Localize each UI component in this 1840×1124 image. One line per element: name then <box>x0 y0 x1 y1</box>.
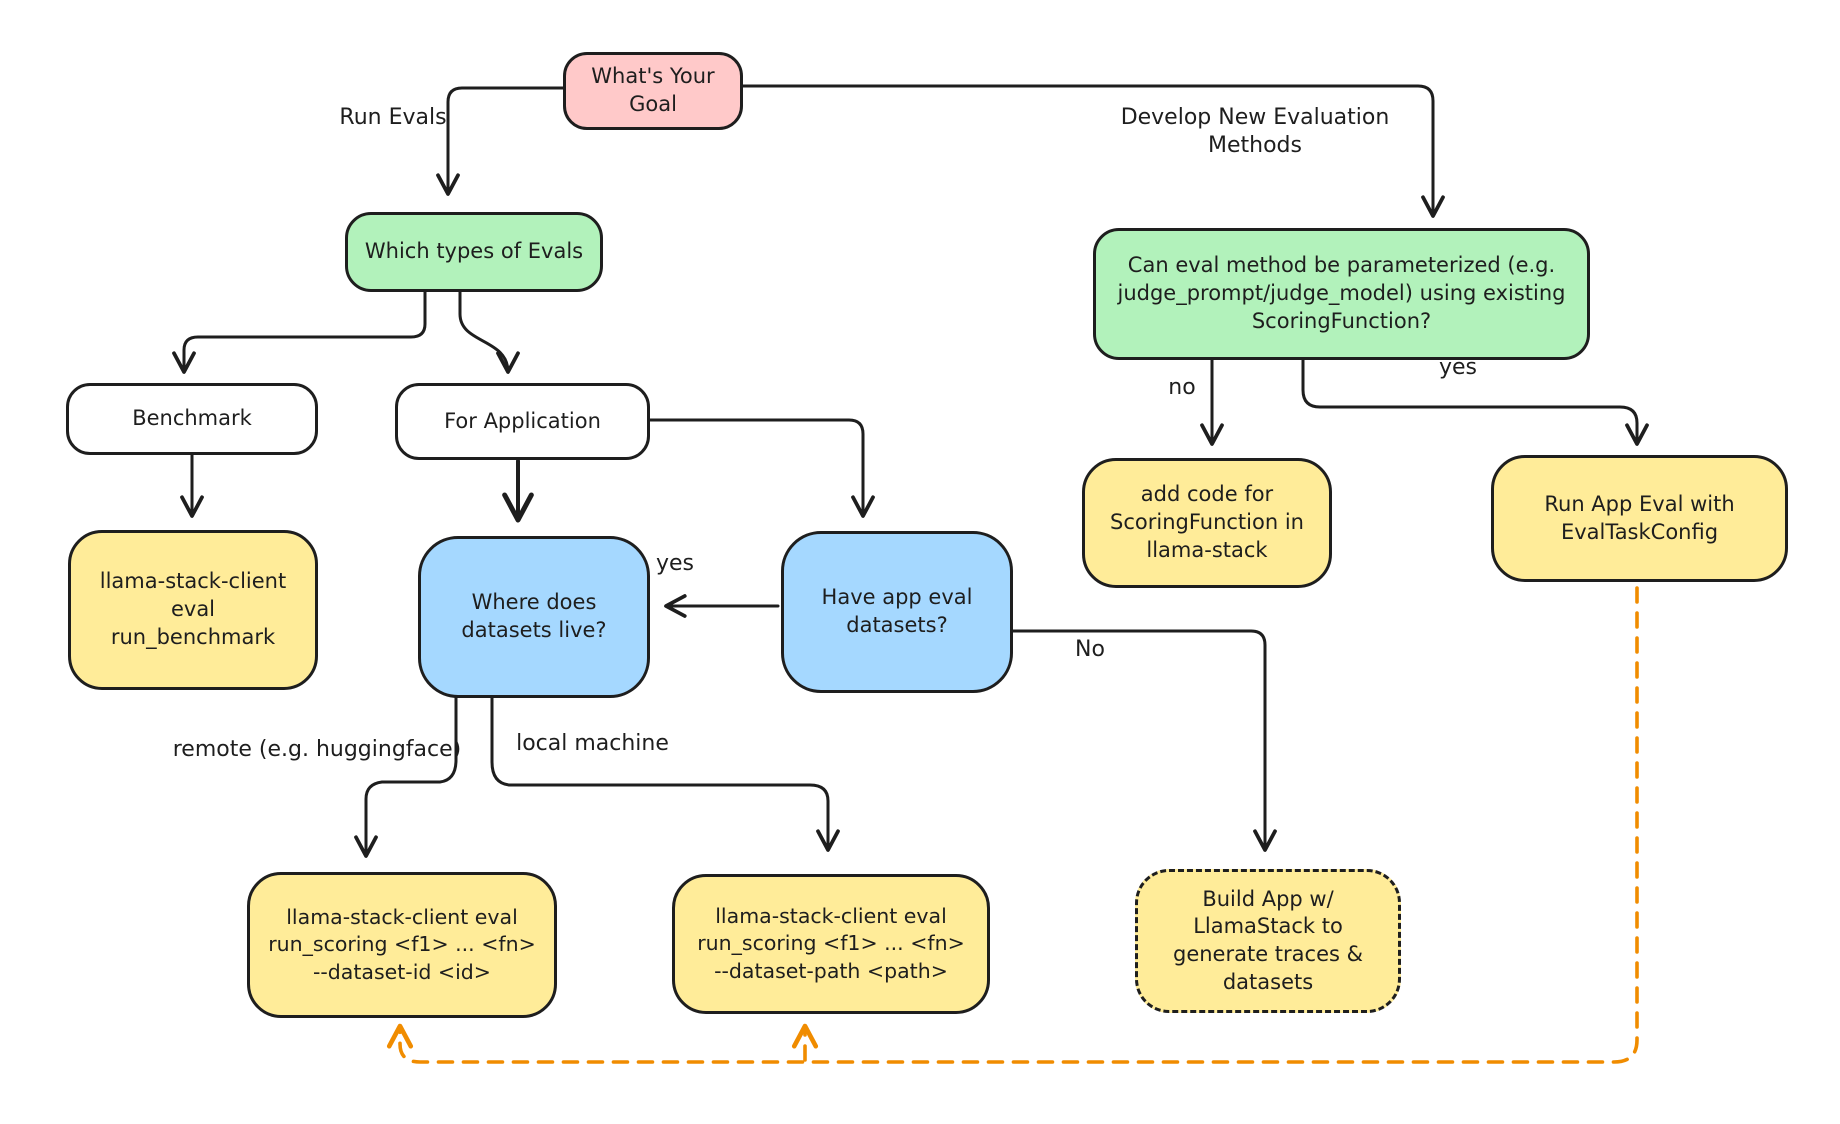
edge-label-run-evals: Run Evals <box>339 105 447 130</box>
node-run-scoring-dataset-path: llama-stack-client eval run_scoring <f1> ... <fn> --dataset-path <path> <box>672 874 990 1014</box>
node-build-app-llamastack: Build App w/ LlamaStack to generate traces & datasets <box>1135 869 1401 1013</box>
edge-which-types-to-for-application <box>460 292 508 372</box>
edge-label-param-no: no <box>1168 375 1196 400</box>
node-run-benchmark-command: llama-stack-client eval run_benchmark <box>68 530 318 690</box>
node-run-scoring-dataset-id: llama-stack-client eval run_scoring <f1> ... <fn> --dataset-id <id> <box>247 872 557 1018</box>
edge-for-application-to-have-datasets <box>650 420 863 516</box>
edge-label-param-yes: yes <box>1438 355 1478 380</box>
node-run-app-eval: Run App Eval with EvalTaskConfig <box>1491 455 1788 582</box>
node-add-code-scoring-function: add code for ScoringFunction in llama-stack <box>1082 458 1332 588</box>
edge-label-remote-huggingface: remote (e.g. huggingface) <box>172 737 462 762</box>
edge-label-have-datasets-yes: yes <box>655 551 695 576</box>
edge-which-types-to-benchmark <box>184 292 425 372</box>
node-benchmark: Benchmark <box>66 383 318 455</box>
edge-where-local-to-run-scoring-path <box>492 697 828 850</box>
edge-where-remote-to-run-scoring-id <box>366 697 456 856</box>
node-have-app-eval-datasets: Have app eval datasets? <box>781 531 1013 693</box>
node-where-does-datasets-live: Where does datasets live? <box>418 536 650 698</box>
node-which-types-of-evals: Which types of Evals <box>345 212 603 292</box>
edge-label-local-machine: local machine <box>516 731 669 756</box>
edge-have-datasets-no-to-build-app <box>1013 631 1265 850</box>
node-whats-your-goal: What's Your Goal <box>563 52 743 130</box>
node-for-application: For Application <box>395 383 650 460</box>
edge-label-have-datasets-no: No <box>1075 637 1105 662</box>
edge-label-develop-new-evaluation-methods: Develop New Evaluation Methods <box>1120 105 1390 158</box>
node-param-question: Can eval method be parameterized (e.g. judge_prompt/judge_model) using existing ScoringFunction? <box>1093 228 1590 360</box>
